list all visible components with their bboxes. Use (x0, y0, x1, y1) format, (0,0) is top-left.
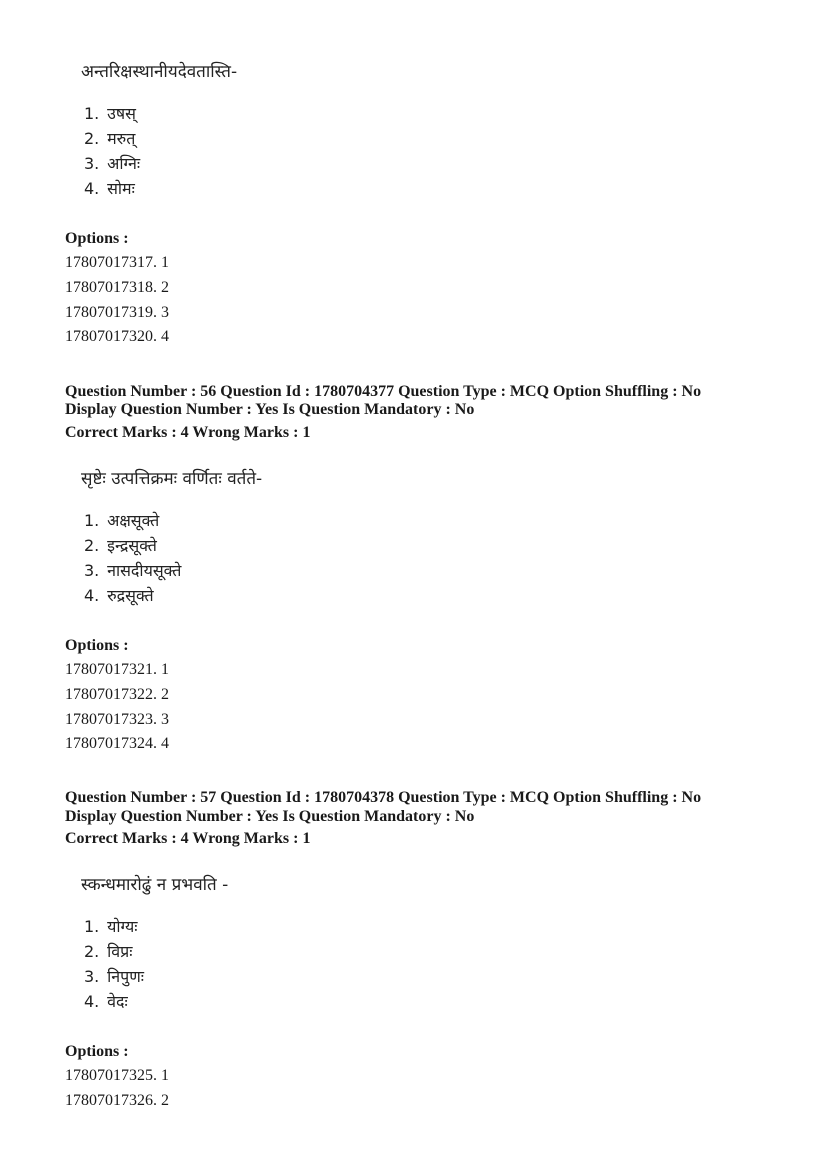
question-marks: Correct Marks : 4 Wrong Marks : 1 (65, 830, 311, 847)
choice-label: अग्निः (107, 154, 141, 173)
option-row: 17807017325. 1 (65, 1067, 169, 1084)
choice-label: विप्रः (107, 942, 133, 961)
choice-label: मरुत् (107, 129, 136, 148)
choice-label: उषस् (107, 104, 136, 123)
choice-number: 1. (84, 104, 100, 123)
choice-label: सोमः (107, 179, 135, 198)
choice-label: निपुणः (107, 967, 145, 986)
choice-number: 3. (84, 967, 100, 986)
choice-label: अक्षसूक्ते (107, 511, 160, 530)
choice-number: 4. (84, 179, 100, 198)
choice-3 (84, 559, 181, 581)
options-heading: Options : (65, 230, 129, 247)
choice-2 (84, 940, 132, 962)
choice-number: 1. (84, 917, 100, 936)
choice-3 (84, 152, 140, 174)
choice-number: 2. (84, 942, 100, 961)
option-row: 17807017320. 4 (65, 328, 169, 345)
option-row: 17807017321. 1 (65, 661, 169, 678)
option-row: 17807017317. 1 (65, 254, 169, 271)
choice-label: नासदीयसूक्ते (107, 561, 182, 580)
question-meta-line-2: Display Question Number : Yes Is Question Mandatory : No (65, 401, 475, 418)
choice-1 (84, 509, 159, 531)
choice-3 (84, 965, 144, 987)
choice-number: 2. (84, 536, 100, 555)
choice-2 (84, 534, 157, 556)
question-text: सृष्टेः उत्पत्तिक्रमः वर्णितः वर्तते- (81, 469, 263, 489)
choice-number: 4. (84, 586, 100, 605)
choice-number: 2. (84, 129, 100, 148)
question-marks: Correct Marks : 4 Wrong Marks : 1 (65, 424, 311, 441)
choice-label: इन्द्रसूक्ते (107, 536, 157, 555)
option-row: 17807017318. 2 (65, 279, 169, 296)
question-meta-line-1: Question Number : 57 Question Id : 1780704378 Question Type : MCQ Option Shuffling : No (65, 789, 702, 806)
choice-number: 4. (84, 992, 100, 1011)
choice-number: 3. (84, 154, 100, 173)
question-meta-line-1: Question Number : 56 Question Id : 1780704377 Question Type : MCQ Option Shuffling : No (65, 383, 702, 400)
option-row: 17807017326. 2 (65, 1092, 169, 1109)
choice-label: रुद्रसूक्ते (107, 586, 154, 605)
option-row: 17807017319. 3 (65, 304, 169, 321)
option-row: 17807017322. 2 (65, 686, 169, 703)
option-row: 17807017324. 4 (65, 735, 169, 752)
choice-number: 1. (84, 511, 100, 530)
question-text: अन्तरिक्षस्थानीयदेवतास्ति- (81, 62, 238, 82)
question-text: स्कन्धमारोढुं न प्रभवति - (81, 875, 229, 895)
question-meta-line-2: Display Question Number : Yes Is Question Mandatory : No (65, 808, 475, 825)
choice-label: योग्यः (107, 917, 138, 936)
choice-2 (84, 127, 135, 149)
option-row: 17807017323. 3 (65, 711, 169, 728)
choice-4 (84, 990, 128, 1012)
choice-label: वेदः (107, 992, 128, 1011)
choice-number: 3. (84, 561, 100, 580)
choice-1 (84, 102, 136, 124)
choice-4 (84, 177, 135, 199)
options-heading: Options : (65, 637, 129, 654)
choice-4 (84, 584, 154, 606)
choice-1 (84, 915, 138, 937)
options-heading: Options : (65, 1043, 129, 1060)
